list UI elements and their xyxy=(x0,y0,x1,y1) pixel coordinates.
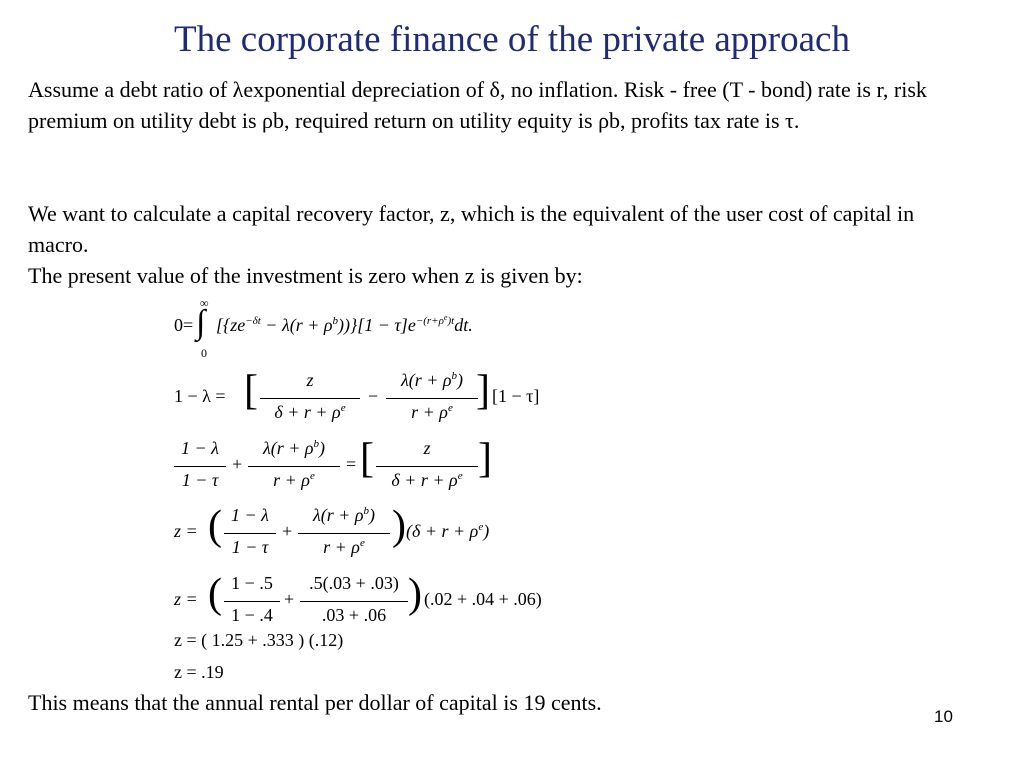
eq3-f2-num-sup: b xyxy=(313,438,320,450)
eq4-fraction-1 xyxy=(224,505,276,557)
eq3-f3-num: z xyxy=(423,438,431,458)
eq2-f2-den-text: r + ρ xyxy=(411,402,448,422)
eq1-body-a-exp: −δt xyxy=(245,315,261,327)
eq5-lhs: z = xyxy=(174,589,198,609)
equation-4 xyxy=(174,503,534,567)
eq3-f2-num-text: λ(r + ρ xyxy=(262,438,314,458)
goal-paragraph xyxy=(28,198,948,291)
eq5-f2-bar xyxy=(300,601,408,602)
eq3-f1-den: 1 − τ xyxy=(181,470,219,490)
eq3-f2-num-end: ) xyxy=(319,438,326,458)
intro-text: Assume a debt ratio of λexponential depreciation of δ, no inflation. Risk - free (T - bond) rate is r, risk premium on utility debt is ρb, required return on utility equity is ρb, profits tax rate is τ. xyxy=(28,77,927,133)
eq2-f1-den xyxy=(260,402,360,423)
eq5-fraction-2 xyxy=(300,573,408,625)
eq4-f2-num xyxy=(298,505,390,526)
equation-6: z = ( 1.25 + .333 ) (.12) xyxy=(174,630,344,650)
conclusion-paragraph xyxy=(28,687,948,718)
eq4-f2-num-end: ) xyxy=(369,505,376,525)
eq1-body-b: − λ(r + ρ xyxy=(260,315,333,335)
eq4-f2-bar xyxy=(298,533,390,534)
eq1-upper-limit: ∞ xyxy=(200,296,209,310)
eq5-right-paren-icon: ) xyxy=(408,571,422,617)
eq2-f1-den-sup: e xyxy=(340,402,346,414)
equation-3 xyxy=(174,436,514,498)
eq4-rhs-sup: e xyxy=(478,521,484,533)
eq4-rhs-end: ) xyxy=(483,521,490,541)
conclusion-text: This means that the annual rental per dollar of capital is 19 cents. xyxy=(28,690,602,715)
eq1-body-a: [{ze xyxy=(216,315,246,335)
eq2-lhs: 1 − λ = xyxy=(174,386,226,406)
page-number: 10 xyxy=(934,707,953,726)
intro-paragraph xyxy=(28,74,948,136)
eq2-right-bracket-icon: ] xyxy=(476,368,490,414)
eq4-f2-den xyxy=(298,537,390,558)
eq3-f2-den xyxy=(248,470,340,491)
eq4-f2-num-sup: b xyxy=(363,505,370,517)
integral-sign-icon: ∫ xyxy=(196,304,206,341)
eq1-tail: dt. xyxy=(454,315,473,335)
eq1-body-c-exp: −(r+ρ xyxy=(415,315,444,327)
goal-text-2: The present value of the investment is zero when z is given by: xyxy=(28,263,583,288)
eq2-f2-den-sup: e xyxy=(447,402,453,414)
eq4-plus: + xyxy=(282,521,293,541)
eq2-f2-den xyxy=(386,402,478,423)
eq4-rhs-text: (δ + r + ρ xyxy=(406,521,479,541)
eq4-f2-den-text: r + ρ xyxy=(323,537,360,557)
eq2-f2-num-text: λ(r + ρ xyxy=(400,370,452,390)
eq4-left-paren-icon: ( xyxy=(208,503,222,549)
eq5-rhs: (.02 + .04 + .06) xyxy=(424,589,542,609)
eq3-right-bracket-icon: ] xyxy=(478,436,492,482)
slide-title: The corporate finance of the private approach xyxy=(174,19,850,60)
eq4-lhs: z = xyxy=(174,521,198,541)
eq3-f3-den-sup: e xyxy=(457,470,463,482)
eq2-f2-num-sup: b xyxy=(451,370,458,382)
eq4-f1-num: 1 − λ xyxy=(231,505,269,525)
eq3-equals: = xyxy=(346,454,357,474)
eq3-left-bracket-icon: [ xyxy=(360,436,374,482)
eq3-f3-den-text: δ + r + ρ xyxy=(391,470,458,490)
eq3-f2-den-text: r + ρ xyxy=(273,470,310,490)
goal-text-1: We want to calculate a capital recovery factor, z, which is the equivalent of the user cost of capital in macro. xyxy=(28,201,915,257)
eq5-f1-num: 1 − .5 xyxy=(231,573,273,593)
eq1-body-b-exp: b xyxy=(332,315,339,327)
eq2-rhs: [1 − τ] xyxy=(492,386,540,406)
eq3-f1-bar xyxy=(174,466,226,467)
eq3-f3-bar xyxy=(376,466,478,467)
eq3-f2-num xyxy=(248,438,340,459)
eq5-f2-num: .5(.03 + .03) xyxy=(309,573,399,593)
eq2-f1-bar xyxy=(260,398,360,399)
eq1-lower-limit: 0 xyxy=(201,346,207,360)
eq3-f2-bar xyxy=(248,466,340,467)
eq4-right-paren-icon: ) xyxy=(392,503,406,549)
eq1-body-c-exp3: )t xyxy=(447,315,455,327)
eq2-left-bracket-icon: [ xyxy=(244,368,258,414)
eq4-rhs xyxy=(406,521,489,542)
eq2-f2-bar xyxy=(386,398,478,399)
eq4-f2-num-text: λ(r + ρ xyxy=(312,505,364,525)
eq3-f1-num: 1 − λ xyxy=(181,438,219,458)
eq4-f1-bar xyxy=(224,533,276,534)
equation-7: z = .19 xyxy=(174,662,224,682)
equation-5 xyxy=(174,571,594,633)
eq2-minus: − xyxy=(368,386,379,406)
eq5-f1-den: 1 − .4 xyxy=(231,605,273,625)
eq1-lhs: 0= xyxy=(174,315,194,335)
eq5-plus: + xyxy=(284,589,295,609)
eq5-f1-bar xyxy=(224,601,280,602)
eq2-f1-num: z xyxy=(306,370,314,390)
eq2-f1-den-text: δ + r + ρ xyxy=(274,402,341,422)
eq2-f2-num xyxy=(386,370,478,391)
eq1-body xyxy=(216,315,473,336)
equation-integral xyxy=(174,296,594,364)
eq3-plus: + xyxy=(232,454,243,474)
eq4-f1-den: 1 − τ xyxy=(231,537,269,557)
eq2-f2-num-end: ) xyxy=(457,370,464,390)
eq5-f2-den: .03 + .06 xyxy=(321,605,387,625)
eq3-f3-den xyxy=(376,470,478,491)
eq1-body-c-exp2: e xyxy=(443,313,448,322)
eq5-fraction-1 xyxy=(224,573,280,625)
eq4-f2-den-sup: e xyxy=(359,537,365,549)
equation-2 xyxy=(174,366,594,428)
eq3-fraction-1 xyxy=(174,438,226,490)
eq1-body-c: ))}[1 − τ]e xyxy=(338,315,416,335)
eq3-f2-den-sup: e xyxy=(309,470,315,482)
eq5-left-paren-icon: ( xyxy=(208,571,222,617)
